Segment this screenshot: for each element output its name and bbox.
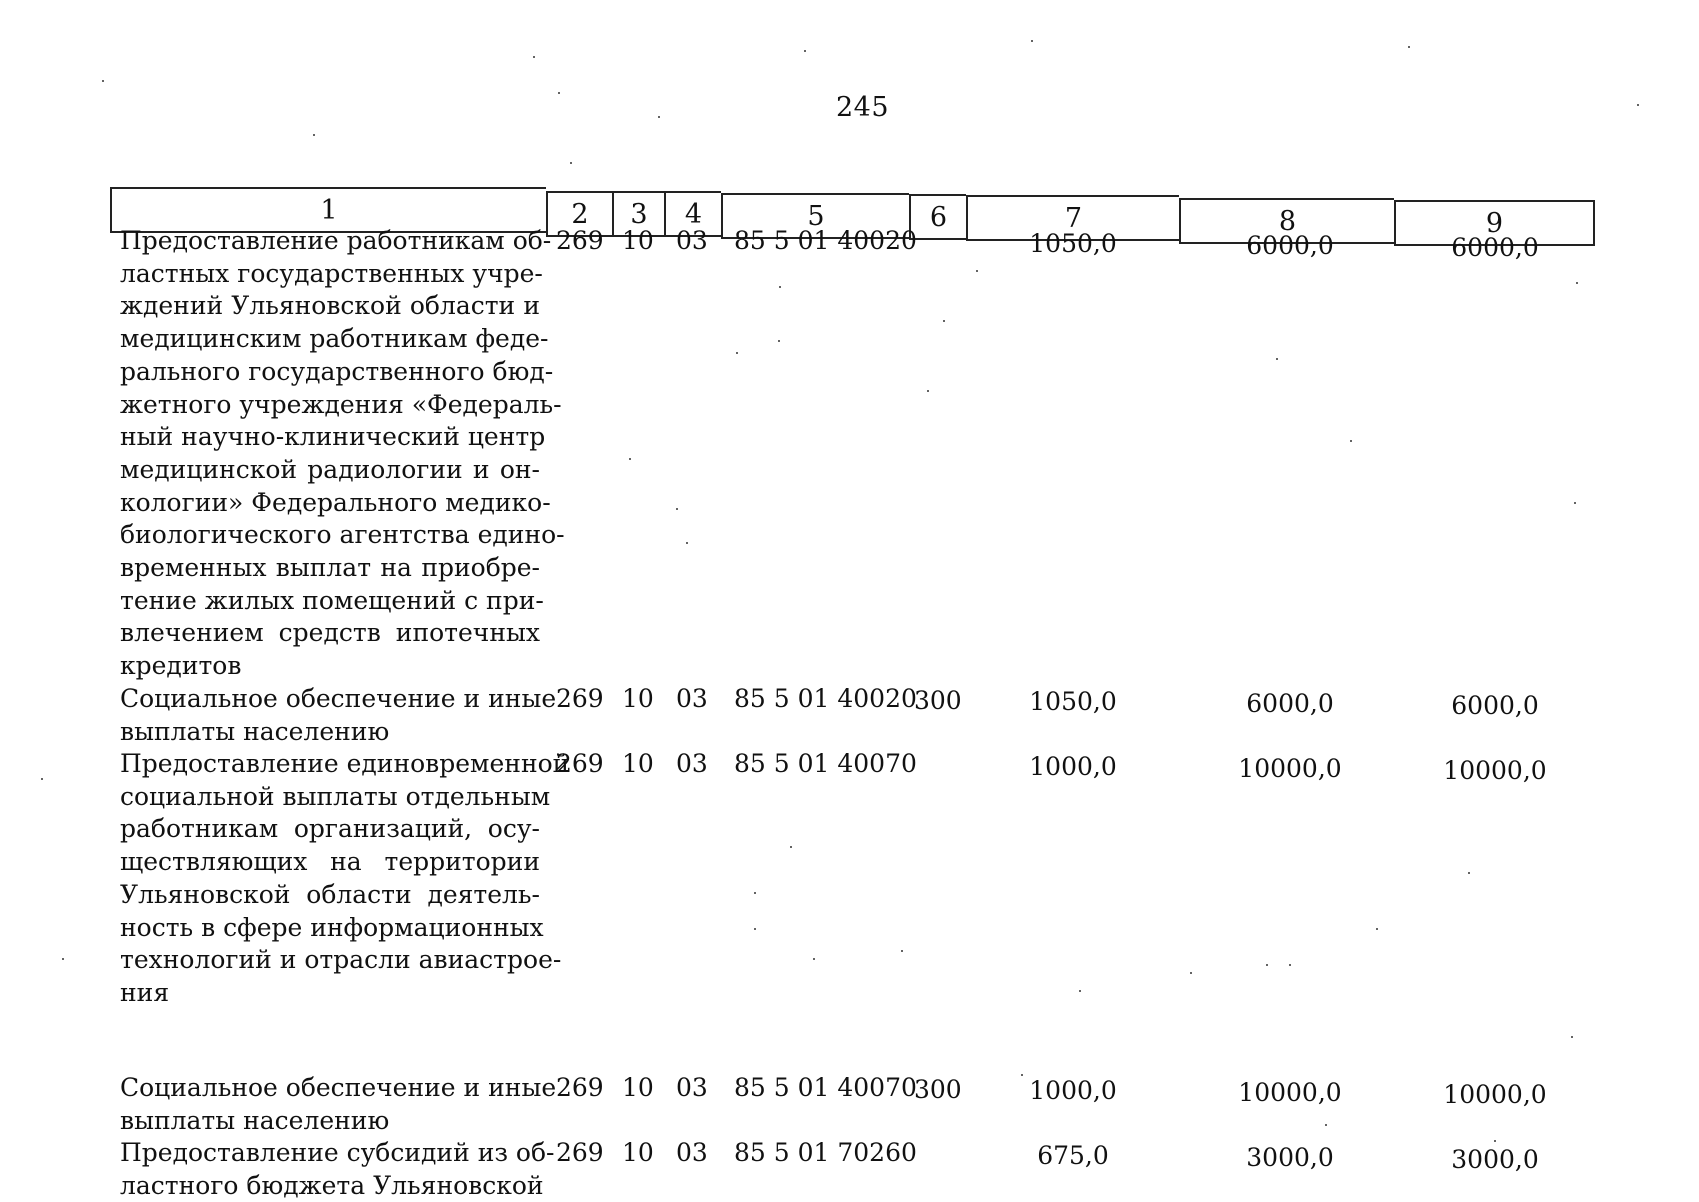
cell-col-3: 10 [622, 749, 654, 778]
description-line: биологического агентства едино- [120, 520, 565, 550]
row-description [120, 1072, 557, 1137]
cell-col-2: 269 [556, 749, 604, 778]
cell-col-9: 10000,0 [1443, 1080, 1547, 1109]
cell-col-8: 6000,0 [1246, 231, 1334, 260]
cell-col-4: 03 [676, 226, 708, 255]
header-col-9: 9 [1394, 200, 1595, 246]
cell-col-4: 03 [676, 749, 708, 778]
description-line: технологий и отрасли авиастрое- [120, 945, 562, 975]
cell-col-7: 1050,0 [1029, 229, 1117, 258]
description-line: Предоставление субсидий из об- [120, 1138, 555, 1167]
cell-col-5: 85 5 01 40070 [734, 1073, 917, 1102]
header-col-7: 7 [966, 195, 1179, 241]
cell-col-2: 269 [556, 226, 604, 255]
description-line: жетного учреждения «Федераль- [120, 389, 562, 419]
description-line: тение жилых помещений с при- [120, 585, 544, 615]
cell-col-5: 85 5 01 40020 [734, 684, 917, 713]
description-line: ластного бюджета Ульяновской [120, 1170, 544, 1200]
description-line: Предоставление единовременной [120, 749, 570, 778]
cell-col-2: 269 [556, 684, 604, 713]
cell-col-3: 10 [622, 1073, 654, 1102]
cell-col-8: 10000,0 [1238, 1078, 1342, 1107]
cell-col-8: 10000,0 [1238, 754, 1342, 783]
cell-col-3: 10 [622, 226, 654, 255]
cell-col-3: 10 [622, 1138, 654, 1167]
description-line: ластных государственных учре- [120, 258, 543, 288]
cell-col-5: 85 5 01 70260 [734, 1138, 917, 1167]
cell-col-8: 3000,0 [1246, 1143, 1334, 1172]
cell-col-7: 1000,0 [1029, 752, 1117, 781]
description-line: ность в сфере информационных [120, 912, 544, 942]
cell-col-2: 269 [556, 1138, 604, 1167]
row-description [120, 225, 565, 683]
cell-col-5: 85 5 01 40020 [734, 226, 917, 255]
header-col-1: 1 [110, 187, 546, 233]
description-line: временных выплат на приобре- [120, 553, 540, 583]
cell-col-6: 300 [914, 686, 962, 715]
row-description [120, 748, 570, 1010]
description-line: кредитов [120, 651, 242, 681]
description-line: ждений Ульяновской области и [120, 291, 540, 321]
page-number: 245 [836, 92, 890, 123]
row-description [120, 1137, 555, 1202]
description-line: ный научно-клинический центр [120, 422, 546, 452]
description-line: медицинским работникам феде- [120, 324, 549, 354]
description-line: рального государственного бюд- [120, 356, 554, 386]
cell-col-9: 6000,0 [1451, 233, 1539, 262]
description-line: выплаты населению [120, 1105, 390, 1135]
description-line: выплаты населению [120, 716, 390, 746]
header-col-4: 4 [664, 191, 721, 237]
cell-col-7: 1050,0 [1029, 687, 1117, 716]
row-description [120, 683, 557, 748]
description-line: ществляющих на территории [120, 847, 540, 877]
description-line: Предоставление работникам об- [120, 226, 552, 255]
description-line: влечением средств ипотечных [120, 618, 540, 648]
cell-col-8: 6000,0 [1246, 689, 1334, 718]
header-col-8: 8 [1179, 198, 1394, 244]
description-line: Социальное обеспечение и иные [120, 684, 557, 713]
cell-col-9: 10000,0 [1443, 756, 1547, 785]
description-line: кологии» Федерального медико- [120, 487, 551, 517]
description-line: ния [120, 977, 170, 1007]
cell-col-6: 300 [914, 1075, 962, 1104]
description-line: социальной выплаты отдельным [120, 781, 551, 811]
cell-col-4: 03 [676, 1073, 708, 1102]
header-col-5: 5 [721, 193, 909, 239]
cell-col-4: 03 [676, 684, 708, 713]
cell-col-3: 10 [622, 684, 654, 713]
description-line: медицинской радиологии и он- [120, 454, 540, 484]
cell-col-5: 85 5 01 40070 [734, 749, 917, 778]
cell-col-7: 1000,0 [1029, 1076, 1117, 1105]
header-col-6: 6 [909, 194, 966, 240]
cell-col-9: 3000,0 [1451, 1145, 1539, 1174]
header-col-3: 3 [612, 191, 664, 237]
cell-col-7: 675,0 [1037, 1141, 1109, 1170]
description-line: Социальное обеспечение и иные [120, 1073, 557, 1102]
description-line: работникам организаций, осу- [120, 814, 540, 844]
description-line: Ульяновской области деятель- [120, 879, 540, 909]
cell-col-9: 6000,0 [1451, 691, 1539, 720]
header-col-2: 2 [546, 191, 612, 237]
cell-col-2: 269 [556, 1073, 604, 1102]
cell-col-4: 03 [676, 1138, 708, 1167]
